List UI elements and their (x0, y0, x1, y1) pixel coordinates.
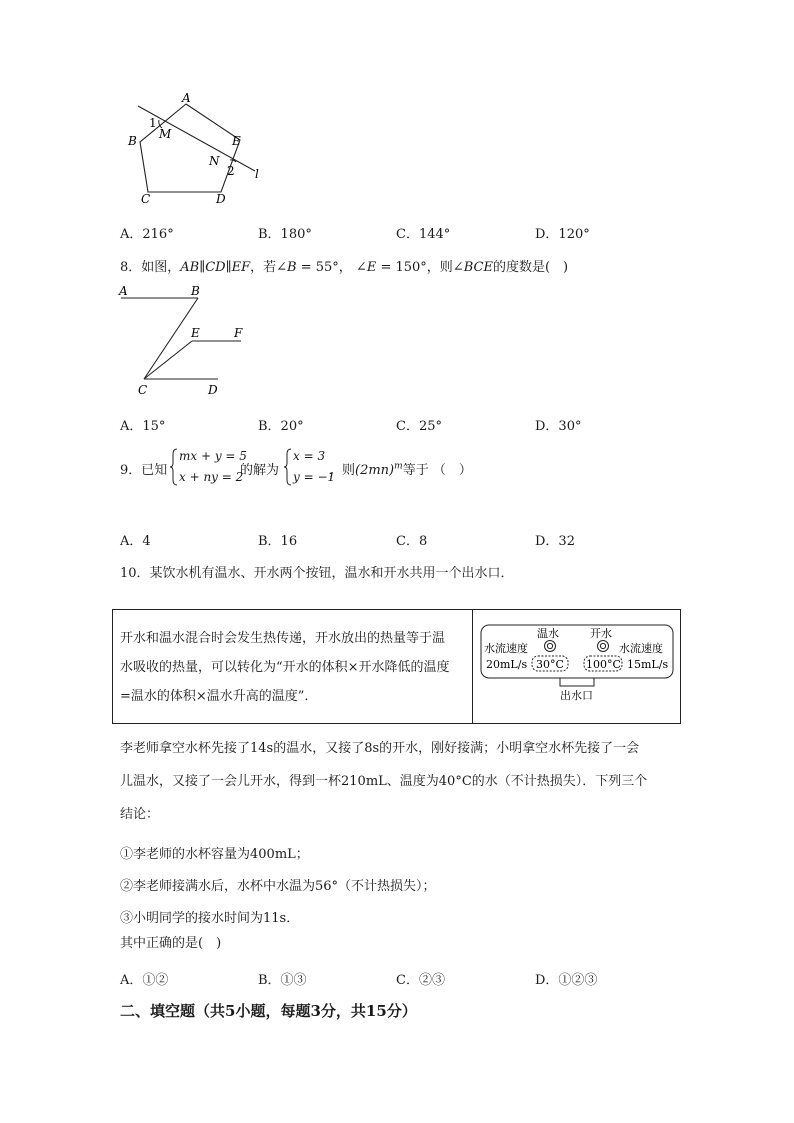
label-2: 2 (227, 164, 235, 178)
line-CE (144, 341, 192, 379)
q9-option-d: D．32 (535, 534, 575, 549)
q10-question: 其中正确的是( ) (120, 936, 222, 951)
q10-option-c: C．②③ (396, 973, 445, 988)
q8-option-c: C．25° (396, 419, 442, 434)
section-2-title: 二、填空题（共5小题，每题3分，共15分） (120, 1002, 417, 1020)
temp-right-label: 100°C (586, 658, 621, 671)
label-D: D (216, 192, 226, 206)
conclusion-2: ②李老师接满水后，水杯中水温为56°（不计热损失）； (120, 879, 436, 894)
q10-option-a: A．①② (120, 973, 169, 988)
warm-label: 温水 (537, 627, 559, 640)
label-M: M (159, 127, 172, 141)
rate-left-label: 20mL/s (486, 658, 528, 671)
speed-left-label: 水流速度 (484, 642, 528, 655)
q7-option-c: C．144° (396, 227, 451, 242)
label-F: F (234, 326, 243, 340)
q9-solution-2: y = −1 (293, 470, 336, 484)
q9-option-a: A．4 (120, 534, 151, 549)
q8-option-d: D．30° (535, 419, 582, 434)
label-A: A (182, 91, 191, 105)
label-N: N (209, 154, 220, 168)
para-line-3: 结论： (120, 807, 160, 822)
q9-equation-1: mx + y = 5 (179, 449, 247, 463)
q9-option-c: C．8 (396, 534, 428, 549)
label-D: D (208, 383, 218, 397)
q10-option-d: D．①②③ (535, 973, 598, 988)
label-C: C (141, 192, 151, 206)
label-l: l (255, 167, 259, 181)
label-B: B (128, 134, 137, 148)
q9-solution-1: x = 3 (293, 449, 326, 463)
q9-option-b: B．16 (258, 534, 298, 549)
label-1: 1 (149, 116, 157, 130)
q8-option-b: B．20° (258, 419, 304, 434)
label-A: A (119, 284, 128, 298)
q9-prefix: 9．已知 (120, 463, 168, 478)
water-dispenser-diagram (478, 620, 678, 710)
label-B: B (191, 284, 200, 298)
line-BC (144, 298, 198, 379)
q10-option-b: B．①③ (258, 973, 307, 988)
q9-tail: ，则$(2mn)^m$等于 （ ） (329, 461, 472, 478)
box-line-1: 开水和温水混合时会发生热传递，开水放出的热量等于温 (120, 631, 446, 646)
para-line-1: 李老师拿空水杯先接了14s的温水，又接了8s的开水，刚好接满；小明拿空水杯先接了一会 (120, 741, 640, 756)
q8-stem: 8．如图，AB∥CD∥EF，若∠B = 55°， ∠E = 150°，则∠BCE的度数是( ) (120, 260, 569, 275)
speed-right-label: 水流速度 (619, 642, 663, 655)
rate-right-label: 15mL/s (627, 658, 669, 671)
left-brace-2 (284, 448, 292, 486)
info-box-divider (472, 609, 473, 724)
conclusion-1: ①李老师的水杯容量为400mL； (120, 847, 309, 862)
q8-option-a: A．15° (120, 419, 166, 434)
q9-equation-2: x + ny = 2 (179, 470, 244, 484)
hot-button-icon (598, 641, 609, 652)
hot-label: 开水 (590, 627, 612, 640)
q7-option-d: D．120° (535, 227, 590, 242)
q9-mid: 的解为 (240, 463, 280, 478)
label-C: C (138, 383, 148, 397)
para-line-2: 儿温水，又接了一会儿开水，得到一杯210mL、温度为40°C的水（不计热损失）．下列三个 (120, 774, 648, 789)
conclusion-3: ③小明同学的接水时间为11s． (120, 911, 300, 926)
q7-option-b: B．180° (258, 227, 312, 242)
q10-intro: 10．某饮水机有温水、开水两个按钮，温水和开水共用一个出水口． (120, 566, 514, 581)
warm-button-icon (545, 641, 556, 652)
label-E: E (191, 326, 200, 340)
pentagon-figure (118, 92, 278, 207)
left-brace-1 (170, 448, 178, 486)
temp-left-label: 30°C (536, 658, 564, 671)
outlet-label: 出水口 (560, 689, 593, 702)
outlet-shape (560, 678, 594, 686)
box-line-2: 水吸收的热量，可以转化为“开水的体积×开水降低的温度 (120, 660, 450, 675)
parallel-lines-figure (116, 282, 243, 398)
q7-option-a: A．216° (120, 227, 174, 242)
box-line-3: =温水的体积×温水升高的温度”． (120, 689, 318, 704)
label-E: E (232, 134, 241, 148)
